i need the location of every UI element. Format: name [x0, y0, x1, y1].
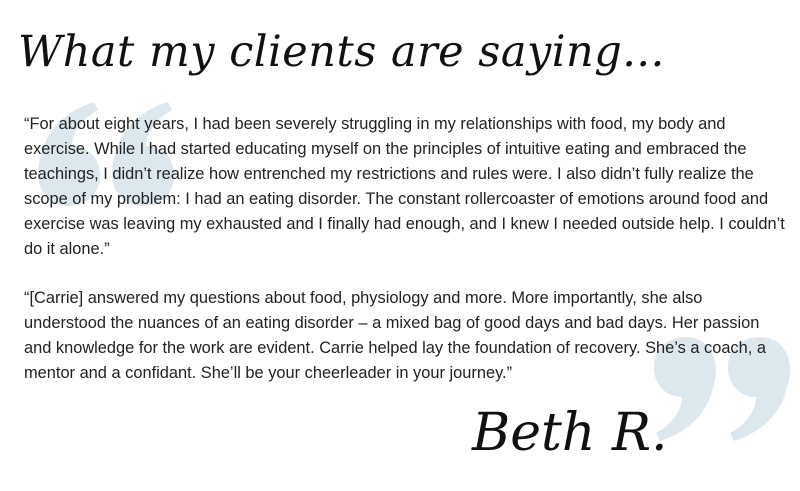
signature-text: Beth R.	[472, 403, 668, 463]
testimonial-paragraph-2: “[Carrie] answered my questions about food, physiology and more. More importantly, she also understood the nuances of an eating disorder – a mixed bag of good days and bad days. Her passion and knowledge for the work are evident. Carrie helped lay the foundation of recovery. She’s a coach, a mentor and a confidant. She’ll be your cheerleader in your journey.”	[24, 289, 766, 382]
testimonial-body	[24, 112, 786, 386]
page-title-text: What my clients are saying...	[18, 27, 665, 77]
page-title	[14, 10, 665, 100]
testimonial-paragraph-1: “For about eight years, I had been severely struggling in my relationships with food, my body and exercise. While I had started educating myself on the principles of intuitive eating and embraced the teachings, I didn’t realize how entrenched my restrictions and rules were. I also didn’t fully realize the scope of my problem: I had an eating disorder. The constant rollercoaster of emotions around food and exercise was leaving my exhausted and I finally had enough, and I knew I needed outside help. I couldn’t do it alone.”	[24, 115, 785, 258]
signature	[468, 384, 668, 479]
